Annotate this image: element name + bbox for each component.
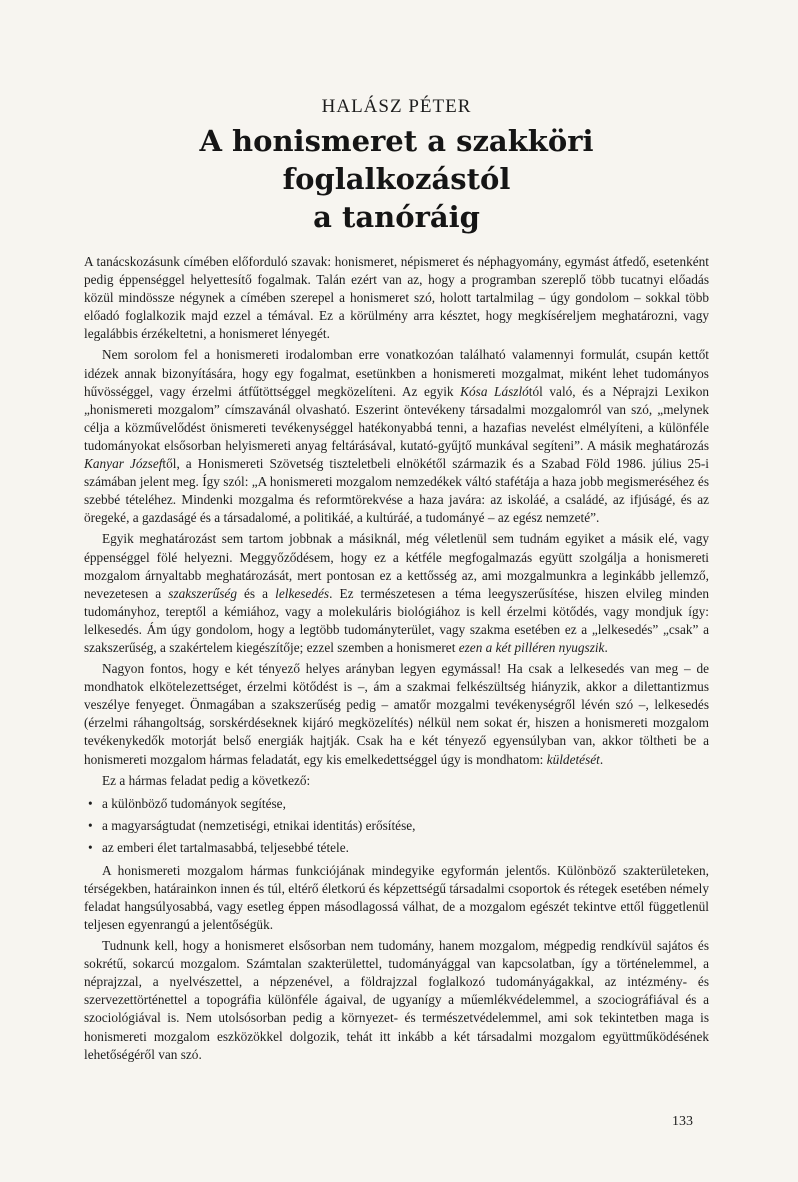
list-item: • a különböző tudományok segítése,: [84, 793, 709, 815]
bullet-icon: •: [88, 839, 93, 855]
paragraph-1: A tanácskozásunk címében előforduló szavak: honismeret, népismeret és néphagyomány, egymást átfedő, esetenként pedig éppenséggel helyettesítő fogalmak. Talán ezért van az, hogy a programban szereplő több tucatnyi előadás közül mindössze négynek a címében szerepel a honismeret szó, holott tartalmilag – úgy gondolom – sokkal több előadó foglalkozik majd ezzel a témával. Ez a körülmény arra késztet, hogy megkíséreljem meghatározni, vagy legalábbis érzékeltetni, a honismeret lényegét.: [84, 254, 709, 342]
emphasis-lelkesedes: lelkesedés: [275, 585, 330, 601]
paragraph-3: Egyik meghatározást sem tartom jobbnak a másiknál, még véletlenül sem tudnám egyiket a másik elé, vagy éppenséggel fölé helyezni. Meggyőződésem, hogy ez a kétféle megfogalmazás együtt szolgálja a honismereti mozgalom árnyaltabb meghatározását, mert pontosan ez a kettősség az, ami mozgalmunkra a leginkább jellemző, nevezetesen a szakszerűség és a lelkesedés. Ez természetesen a téma leegyszerűsítése, hiszen elvileg minden tudományhoz, tereptől a kémiához, vagy a molekuláris biológiához is kell érzelmi kötődés, vagy mondjuk így: lelkesedés. Ám úgy gondolom, hogy a legtöbb tudományterület, vagy szakma esetében ez a „lelkesedés” „csak” a szakszerűség, a szakértelem kiegészítője; ezzel szemben a honismeret ezen a két pilléren nyugszik.: [84, 531, 709, 655]
paragraph-7: Tudnunk kell, hogy a honismeret elsősorban nem tudomány, hanem mozgalom, mégpedig rendkívül sajátos és sokrétű, sokarcú mozgalom. Számtalan szakterülettel, tudományággal van kapcsolatban, így a történelemmel, a néprajzzal, a nyelvészettel, a népzenével, a földrajzzal foglalkozó tudományágakkal, az intézmény- és szervezettörténettel a topográfia különféle ágaival, de ugyanígy a műemlékvédelemmel, a szociográfiával és a szociológiával is. Nem utolsósorban pedig a környezet- és természetvédelemmel, ami sok tekintetben maga is honismereti mozgalom eszközökkel dolgozik, tehát itt inkább a két társadalmi mozgalom együttműködésének lehetőségéről van szó.: [84, 938, 709, 1062]
page-number: 133: [672, 1114, 693, 1129]
emphasis-kuldeteset: küldetését: [546, 751, 600, 767]
bullet-icon: •: [88, 795, 93, 811]
paragraph-2: Nem sorolom fel a honismereti irodalomban erre vonatkozóan található valamennyi formulát, csupán kettőt idézek annak bizonyítására, hogy egy fogalmat, esetünkben a honismereti mozgalmat, miként lehet tudományos hűvösséggel, vagy érzelmi átfűtöttséggel megközelíteni. Az egyik Kósa Lászlótól való, és a Néprajzi Lexikon „honismereti mozgalom” címszavánál olvasható. Eszerint öntevékeny társadalmi mozgalomról van szó, „melynek célja a közművelődést önismereti tevékenységgel hatékonyabbá tenni, a hazafias nevelést elmélyíteni, a különféle tudományokat elsősorban helyismereti anyag feltárásával, kutató-gyűjtő munkával segíteni”. A másik meghatározás Kanyar Józseftől, a Honismereti Szövetség tiszteletbeli elnökétől származik és a Szabad Föld 1986. július 25-i számában jelent meg. Így szól: „A honismereti mozgalom nemzedékek váltó stafétája a haza jobb megismeréséhez és szebbé tételéhez. Mindenki mozgalma és reformtörekvése a haza javára: az iskoláé, a családé, az ifjúságé, és az öregeké, a gazdaságé és a társadalomé, a politikáé, a kultúráé, a tudományé – az egész nemzeté”.: [84, 347, 709, 526]
title-line-2: a tanóráig: [313, 200, 480, 234]
paragraph-4: Nagyon fontos, hogy e két tényező helyes arányban legyen egymással! Ha csak a lelkesedés van meg – de mondhatok elkötelezettséget, érzelmi kötődést is –, ám a szakmai felkészültség hiányzik, akkor a dilettantizmus veszélye fenyeget. Önmagában a szakszerűség pedig – amatőr mozgalmi tevékenységről lévén szó –, lelkesedés (érzelmi ráhangoltság, sorskérdéseknek kijáró megközelítés) nélkül nem sokat ér, hiszen a honismereti mozgalom tevékenykedők motorját belső energiák hajtják. Csak ha e két tényező egyensúlyban van, akkor töltheti be a honismereti mozgalom hármas feladatát, egy kis emelkedettséggel úgy is mondhatom: küldetését.: [84, 661, 709, 767]
author-name-kosa: Kósa László: [460, 383, 529, 399]
emphasis-ket-pilleren: ezen a két pilléren nyugszik: [458, 639, 605, 655]
emphasis-szakszeruseg: szakszerűség: [168, 585, 237, 601]
task-list: [84, 793, 709, 859]
paragraph-5: Ez a hármas feladat pedig a következő:: [102, 772, 311, 788]
author-name-kanyar: Kanyar József: [84, 456, 163, 472]
bullet-icon: •: [88, 817, 93, 833]
list-item: • a magyarságtudat (nemzetiségi, etnikai identitás) erősítése,: [84, 815, 709, 837]
article-title: [84, 122, 709, 236]
paragraph-6: A honismereti mozgalom hármas funkciójának mindegyike egyformán jelentős. Különböző szakterületeken, térségekben, határainkon innen és túl, eltérő életkorú és képzettségű társadalmi csoportok és rétegek esetében némely feladat hangsúlyosabbá, vagy esetleg éppen másodlagossá válhat, de a mozgalom egészét tekintve ettől függetlenül teljesen egyenrangú a jelentőségük.: [84, 862, 709, 932]
list-item: • az emberi élet tartalmasabbá, teljesebbé tétele.: [84, 837, 709, 859]
article: [84, 96, 709, 1067]
title-line-1: A honismeret a szakköri foglalkozástól: [199, 124, 594, 196]
author-name: HALÁSZ PÉTER: [321, 96, 472, 117]
